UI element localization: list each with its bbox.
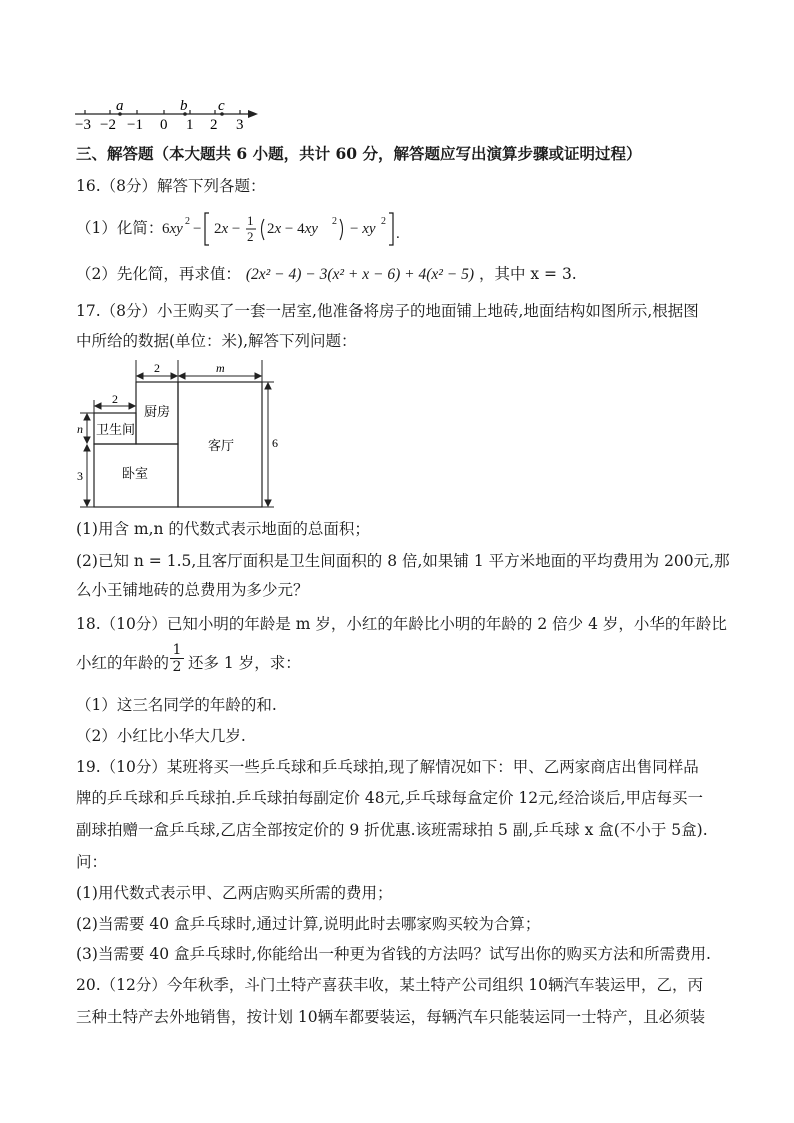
dim-label-3: 3: [77, 469, 83, 483]
q20-line2: 三种土特产去外地销售，按计划 10辆车都要装运，每辆汽车只能装运同一士特产，且必须装: [76, 1008, 706, 1026]
svg-text:2x − 4xy: 2x − 4xy: [267, 221, 318, 237]
q17-line2: 中所给的数据(单位：米),解答下列问题：: [76, 332, 357, 350]
q19-sub1: (1)用代数式表示甲、乙两店购买所需的费用；: [76, 884, 393, 902]
bathroom-label: 卫生间: [96, 422, 136, 437]
number-line: [70, 96, 270, 136]
kitchen-label: 厨房: [144, 404, 171, 419]
tick-label: 2: [210, 117, 218, 133]
q19-line4: 问：: [76, 853, 108, 871]
q18-sub1: （1）这三名同学的年龄的和.: [76, 696, 277, 714]
q16-part1-label: （1）化简：: [76, 219, 164, 237]
q18-line2-pre: 小红的年龄的: [76, 654, 170, 672]
tick-label: 3: [236, 117, 244, 133]
tick-label: −1: [127, 117, 143, 133]
tick-label: 1: [186, 117, 194, 133]
q19-line2: 牌的乒乓球和乒乓球拍.乒乓球拍每副定价 48元,乒乓球每盒定价 12元,经洽谈后,甲店每买一: [76, 789, 704, 807]
q20-line1: 20.（12分）今年秋季，斗门土特产喜获丰收，某土特产公司组织 10辆汽车装运甲，乙，丙: [76, 976, 704, 994]
q16-title: 16.（8分）解答下列各题：: [76, 177, 266, 195]
q18-fraction-denominator: 2: [172, 659, 182, 675]
dim-label-n: n: [77, 422, 83, 436]
dim-label-m: m: [216, 361, 225, 375]
q16-part2-label: （2）先化简，再求值：: [76, 265, 241, 283]
q17-sub2-line1: (2)已知 n = 1.5,且客厅面积是卫生间面积的 8 倍,如果铺 1 平方米地面的平均费用为 200元,那: [76, 552, 730, 570]
svg-text:6xy: 6xy: [162, 221, 183, 237]
bedroom-label: 卧室: [122, 466, 149, 481]
q19-sub2: (2)当需要 40 盒乒乓球时,通过计算,说明此时去哪家购买较为合算；: [76, 915, 541, 933]
point-label-b: b: [180, 98, 188, 114]
svg-text:2x −: 2x −: [214, 221, 241, 237]
svg-text:2: 2: [381, 216, 386, 227]
svg-text:2: 2: [247, 229, 254, 244]
dim-label-6: 6: [272, 436, 278, 450]
svg-text:−: −: [193, 221, 202, 237]
q19-line1: 19.（10分）某班将买一些乒乓球和乒乓球拍,现了解情况如下：甲、乙两家商店出售同样品: [76, 758, 699, 776]
svg-text:.: .: [396, 226, 400, 242]
q16-part1-expression: [160, 210, 480, 248]
section-heading: 三、解答题（本大题共 6 小题，共计 60 分，解答题应写出演算步骤或证明过程）: [76, 144, 642, 163]
dim-label-left-2: 2: [112, 392, 118, 406]
q18-fraction-numerator: 1: [170, 642, 184, 659]
tick-label: 0: [160, 117, 168, 133]
q17-sub2-line2: 么小王铺地砖的总费用为多少元？: [76, 581, 309, 599]
svg-text:1: 1: [247, 213, 254, 228]
q18-fraction: [170, 642, 184, 675]
dim-label-top-2: 2: [154, 361, 160, 375]
q18-line1: 18.（10分）已知小明的年龄是 m 岁，小红的年龄比小明的年龄的 2 倍少 4 岁，小华的年龄比: [76, 615, 727, 633]
floor-plan-figure: [74, 360, 284, 515]
point-label-a: a: [116, 98, 124, 114]
svg-text:2: 2: [332, 216, 337, 227]
svg-text:− xy: − xy: [350, 221, 376, 237]
tick-label: −3: [75, 117, 91, 133]
q16-part2: [76, 264, 577, 285]
q16-part2-expression: (2x² − 4) − 3(x² + x − 6) + 4(x² − 5): [245, 266, 474, 283]
tick-label: −2: [100, 117, 116, 133]
living-room-label: 客厅: [208, 438, 235, 453]
q18-sub2: （2）小红比小华大几岁.: [76, 727, 246, 745]
q19-line3: 副球拍赠一盒乒乓球,乙店全部按定价的 9 折优惠.该班需球拍 5 副,乒乓球 x 盒(不小于 5盒).: [76, 821, 708, 839]
q18-line2-post: 还多 1 岁，求：: [188, 654, 301, 672]
q16-part2-tail: ，其中 x = 3.: [478, 265, 577, 283]
point-label-c: c: [218, 98, 225, 114]
q17-sub1: (1)用含 m,n 的代数式表示地面的总面积；: [76, 520, 370, 538]
q17-line1: 17.（8分）小王购买了一套一居室,他准备将房子的地面铺上地砖,地面结构如图所示,根据图: [76, 302, 699, 320]
q19-sub3: (3)当需要 40 盒乒乓球时,你能给出一种更为省钱的方法吗？试写出你的购买方法和所需费用.: [76, 945, 711, 963]
svg-text:2: 2: [185, 216, 190, 227]
